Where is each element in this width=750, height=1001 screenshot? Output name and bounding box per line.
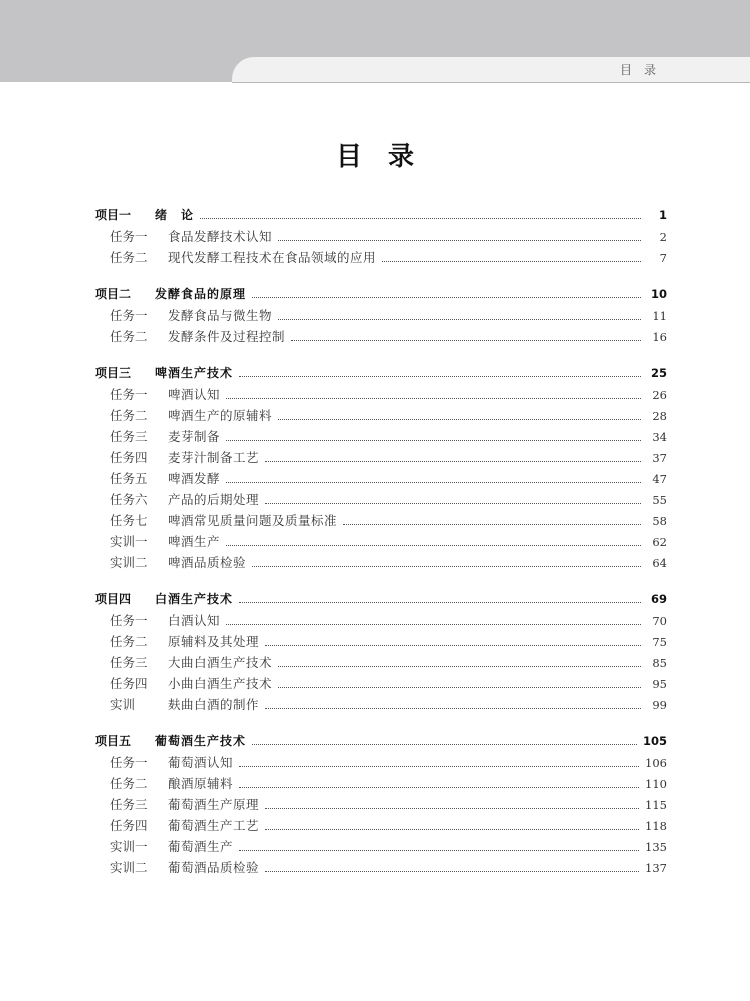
toc-task-title: 葡萄酒生产 [168, 839, 234, 854]
toc-chapter[interactable] [95, 731, 667, 752]
toc-task-title: 啤酒发酵 [168, 471, 221, 486]
dot-leader [278, 319, 641, 320]
toc-task-title: 啤酒品质检验 [168, 555, 247, 570]
toc-task[interactable] [95, 552, 667, 573]
dot-leader [265, 645, 641, 646]
toc-task-label: 实训一 [110, 839, 148, 854]
toc-task-title: 葡萄酒生产原理 [168, 797, 260, 812]
toc-task-label: 实训二 [110, 860, 148, 875]
toc-group [95, 589, 667, 715]
toc-task-label: 任务四 [110, 676, 148, 691]
toc-task-page-number: 99 [652, 698, 667, 712]
toc-task[interactable] [95, 510, 667, 531]
toc-task-label: 任务四 [110, 450, 148, 465]
toc-task-title: 葡萄酒品质检验 [168, 860, 260, 875]
toc-task-label: 实训 [110, 697, 136, 712]
toc-chapter-label: 项目四 [95, 592, 132, 606]
toc-task-page-number: 64 [652, 556, 667, 570]
toc-task-label: 任务一 [110, 229, 148, 244]
toc-chapter[interactable] [95, 284, 667, 305]
toc-task-label: 任务一 [110, 387, 148, 402]
toc-task-page-number: 16 [652, 330, 667, 344]
toc-task-page-number: 55 [652, 493, 667, 507]
toc-task-page-number: 62 [652, 535, 667, 549]
toc-task-title: 产品的后期处理 [168, 492, 260, 507]
toc-chapter[interactable] [95, 205, 667, 226]
toc-task-page-number: 118 [645, 819, 667, 833]
dot-leader [226, 624, 641, 625]
toc-task-title: 麸曲白酒的制作 [168, 697, 260, 712]
toc-task[interactable] [95, 631, 667, 652]
toc-task-label: 实训一 [110, 534, 148, 549]
toc-task-page-number: 34 [652, 430, 667, 444]
toc-task-title: 啤酒生产 [168, 534, 221, 549]
toc-chapter-page-number: 1 [658, 208, 667, 222]
toc-chapter-page-number: 25 [650, 366, 667, 380]
dot-leader [278, 240, 641, 241]
dot-leader [382, 261, 641, 262]
toc-chapter-label: 项目五 [95, 734, 132, 748]
toc-task-label: 任务二 [110, 776, 148, 791]
toc-task-page-number: 85 [652, 656, 667, 670]
dot-leader [278, 419, 641, 420]
dot-leader [265, 708, 641, 709]
dot-leader [278, 666, 641, 667]
toc-group [95, 363, 667, 573]
toc-task-label: 任务一 [110, 755, 148, 770]
toc-task-title: 葡萄酒生产工艺 [168, 818, 260, 833]
toc-task-title: 小曲白酒生产技术 [168, 676, 273, 691]
header-tab [232, 57, 750, 83]
dot-leader [239, 376, 641, 377]
dot-leader [265, 829, 639, 830]
toc-chapter-page-number: 10 [650, 287, 667, 301]
dot-leader [265, 503, 641, 504]
table-of-contents [95, 205, 667, 894]
toc-task-label: 任务七 [110, 513, 148, 528]
toc-task-label: 任务二 [110, 408, 148, 423]
page-title: 目录 [335, 142, 440, 172]
toc-task-label: 任务五 [110, 471, 148, 486]
toc-task[interactable] [95, 694, 667, 715]
toc-task[interactable] [95, 426, 667, 447]
toc-task-title: 啤酒认知 [168, 387, 221, 402]
running-header: 目录 [619, 63, 668, 77]
toc-task-label: 实训二 [110, 555, 148, 570]
toc-task-title: 啤酒常见质量问题及质量标准 [168, 513, 338, 528]
dot-leader [226, 545, 641, 546]
toc-task-title: 食品发酵技术认知 [168, 229, 273, 244]
toc-task[interactable] [95, 447, 667, 468]
dot-leader [226, 482, 641, 483]
toc-group [95, 284, 667, 347]
toc-task-page-number: 28 [652, 409, 667, 423]
toc-task-label: 任务二 [110, 329, 148, 344]
dot-leader [278, 687, 641, 688]
toc-task-page-number: 106 [645, 756, 667, 770]
toc-task-label: 任务一 [110, 308, 148, 323]
toc-task-page-number: 37 [652, 451, 667, 465]
toc-task-page-number: 70 [652, 614, 667, 628]
toc-task-page-number: 95 [652, 677, 667, 691]
dot-leader [252, 744, 637, 745]
toc-task-label: 任务三 [110, 429, 148, 444]
toc-task-label: 任务三 [110, 797, 148, 812]
dot-leader [226, 398, 641, 399]
toc-task-label: 任务二 [110, 250, 148, 265]
toc-task[interactable] [95, 468, 667, 489]
toc-task[interactable] [95, 405, 667, 426]
toc-task[interactable] [95, 531, 667, 552]
toc-task-page-number: 75 [652, 635, 667, 649]
toc-task-title: 发酵条件及过程控制 [168, 329, 286, 344]
toc-task[interactable] [95, 610, 667, 631]
toc-task[interactable] [95, 247, 667, 268]
toc-task[interactable] [95, 857, 667, 878]
toc-chapter-label: 项目三 [95, 366, 132, 380]
dot-leader [239, 850, 639, 851]
toc-chapter-label: 项目二 [95, 287, 132, 301]
toc-task[interactable] [95, 384, 667, 405]
toc-task-page-number: 110 [645, 777, 667, 791]
toc-task[interactable] [95, 773, 667, 794]
toc-group [95, 731, 667, 878]
dot-leader [226, 440, 641, 441]
toc-chapter-title: 发酵食品的原理 [155, 287, 247, 301]
toc-chapter-page-number: 69 [650, 592, 667, 606]
toc-task-label: 任务六 [110, 492, 148, 507]
toc-chapter-label: 项目一 [95, 208, 132, 222]
toc-task-page-number: 135 [645, 840, 667, 854]
toc-chapter-title: 白酒生产技术 [155, 592, 234, 606]
toc-task-title: 葡萄酒认知 [168, 755, 234, 770]
dot-leader [265, 808, 639, 809]
toc-task-title: 白酒认知 [168, 613, 221, 628]
toc-task-page-number: 2 [659, 230, 667, 244]
toc-task-page-number: 7 [659, 251, 667, 265]
toc-task-title: 啤酒生产的原辅料 [168, 408, 273, 423]
toc-task[interactable] [95, 226, 667, 247]
toc-chapter-title: 葡萄酒生产技术 [155, 734, 247, 748]
toc-chapter[interactable] [95, 363, 667, 384]
toc-task[interactable] [95, 794, 667, 815]
dot-leader [291, 340, 641, 341]
toc-task-page-number: 137 [645, 861, 667, 875]
toc-task-label: 任务一 [110, 613, 148, 628]
dot-leader [239, 787, 639, 788]
dot-leader [252, 297, 641, 298]
toc-chapter-page-number: 105 [642, 734, 667, 748]
toc-task[interactable] [95, 836, 667, 857]
toc-task-page-number: 47 [652, 472, 667, 486]
toc-task-page-number: 26 [652, 388, 667, 402]
dot-leader [252, 566, 641, 567]
dot-leader [200, 218, 641, 219]
dot-leader [239, 602, 641, 603]
toc-task-label: 任务三 [110, 655, 148, 670]
toc-task-title: 发酵食品与微生物 [168, 308, 273, 323]
toc-task-page-number: 58 [652, 514, 667, 528]
toc-task[interactable] [95, 673, 667, 694]
toc-task-title: 原辅料及其处理 [168, 634, 260, 649]
toc-task[interactable] [95, 752, 667, 773]
toc-task-title: 酿酒原辅料 [168, 776, 234, 791]
toc-task[interactable] [95, 305, 667, 326]
toc-task-label: 任务四 [110, 818, 148, 833]
dot-leader [265, 461, 641, 462]
toc-chapter-title: 绪 论 [155, 208, 195, 222]
dot-leader [265, 871, 639, 872]
toc-chapter[interactable] [95, 589, 667, 610]
toc-task-page-number: 11 [652, 309, 667, 323]
toc-task[interactable] [95, 652, 667, 673]
toc-task-title: 现代发酵工程技术在食品领域的应用 [168, 250, 377, 265]
dot-leader [239, 766, 639, 767]
toc-task[interactable] [95, 815, 667, 836]
toc-task-title: 麦芽汁制备工艺 [168, 450, 260, 465]
toc-task[interactable] [95, 326, 667, 347]
toc-group [95, 205, 667, 268]
toc-task-page-number: 115 [645, 798, 667, 812]
toc-task-title: 大曲白酒生产技术 [168, 655, 273, 670]
toc-task-label: 任务二 [110, 634, 148, 649]
toc-task-title: 麦芽制备 [168, 429, 221, 444]
toc-task[interactable] [95, 489, 667, 510]
dot-leader [343, 524, 641, 525]
toc-chapter-title: 啤酒生产技术 [155, 366, 234, 380]
